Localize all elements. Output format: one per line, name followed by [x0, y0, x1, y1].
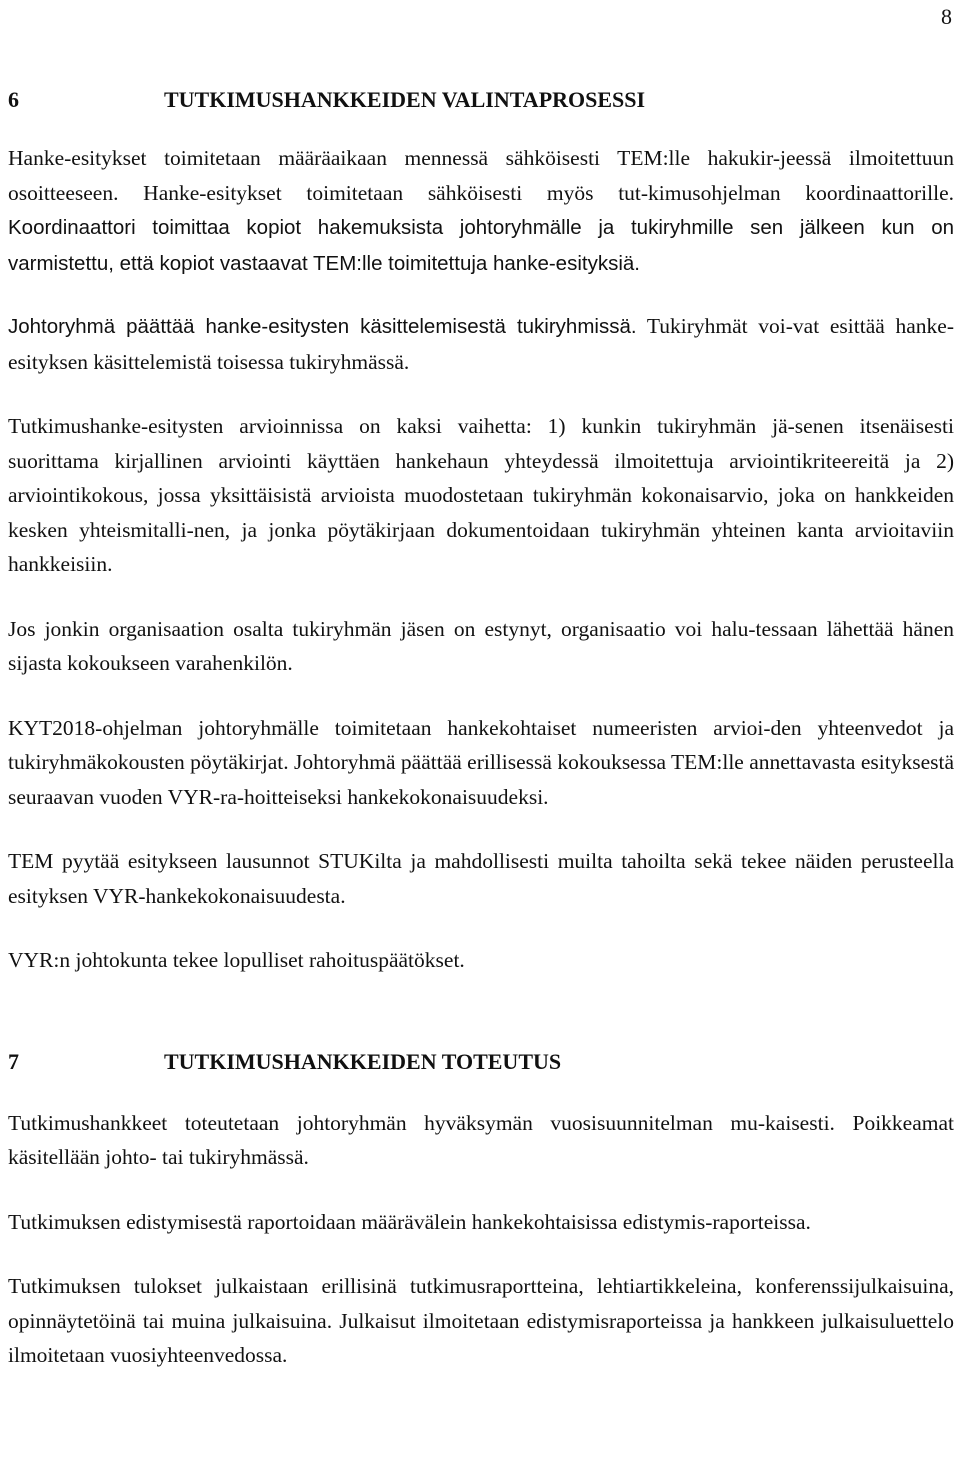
section-7-paragraph-2: Tutkimuksen edistymisestä raportoidaan määrävälein hankekohtaisissa edistymis-raporteissa.	[8, 1209, 811, 1234]
section-6-paragraph-7: VYR:n johtokunta tekee lopulliset rahoituspäätökset.	[8, 948, 465, 972]
section-6-paragraph-5: KYT2018-ohjelman johtoryhmälle toimitetaan hankekohtaiset numeeristen arvioi-den yhteenvedot ja tukiryhmäkokousten pöytäkirjat. Johtoryhmä päättää erillisessä kokouksessa TEM:lle annettavasta esityksestä seuraavan vuoden VYR-ra-hoitteiseksi hankekokonaisuudeksi.	[8, 715, 954, 809]
page-number: 8	[941, 4, 952, 29]
paragraph-1-serif-text: Hanke-esitykset toimitetaan määräaikaan mennessä sähköisesti TEM:lle hakukir-jeessä ilmoitettuun osoitteeseen. Hanke-esitykset toimitetaan sähköisesti myös tut-kimusohjelman koordinaattorille.	[8, 146, 954, 205]
section-6-paragraph-1	[8, 141, 954, 281]
document-body	[8, 80, 954, 1373]
section-6-number: 6	[8, 87, 19, 112]
section-6-paragraph-4: Jos jonkin organisaation osalta tukiryhmän jäsen on estynyt, organisaatio voi halu-tessaan lähettää hänen sijasta kokoukseen varahenkilön.	[8, 616, 954, 675]
paragraph-1-sans-text: Koordinaattori toimittaa kopiot hakemuksista johtoryhmälle ja tukiryhmille sen jälkeen kun on varmistettu, että kopiot vastaavat TEM:lle toimitettuja hanke-esityksiä.	[8, 216, 954, 275]
paragraph-2-sans-text: Johtoryhmä päättää hanke-esitysten käsittelemisestä tukiryhmissä.	[8, 315, 637, 338]
section-7-paragraph-3: Tutkimuksen tulokset julkaistaan erillisinä tutkimusraportteina, lehtiartikkeleina, konferenssijulkaisuina, opinnäytetöinä tai muina julkaisuina. Julkaisut ilmoitetaan edistymisraporteissa ja hankkeen julkaisuluettelo ilmoitetaan vuosiyhteenvedossa.	[8, 1274, 954, 1367]
section-7-title: TUTKIMUSHANKKEIDEN TOTEUTUS	[164, 1048, 562, 1074]
section-6-paragraph-3: Tutkimushanke-esitysten arvioinnissa on kaksi vaihetta: 1) kunkin tukiryhmän jä-senen itsenäisesti suorittama kirjallinen arviointi käyttäen hankehaun yhteydessä ilmoitettuja arviointikriteereitä ja 2) arviointikokous, jossa yksittäisistä arvioista muodostetaan tukiryhmän kokonaisarvio, joka on hankkeiden kesken yhteismitalli-nen, ja jonka pöytäkirjaan dokumentoidaan tukiryhmän yhteinen kanta arvioitaviin hankkeisiin.	[8, 414, 954, 576]
section-6-paragraph-6: TEM pyytää esitykseen lausunnot STUKilta ja mahdollisesti muilta tahoilta sekä tekee näiden perusteella esityksen VYR-hankekokonaisuudesta.	[8, 849, 954, 908]
section-6-title: TUTKIMUSHANKKEIDEN VALINTAPROSESSI	[164, 87, 646, 112]
section-6-heading	[8, 84, 954, 116]
section-7-heading	[8, 1046, 954, 1078]
section-6-paragraph-2	[8, 309, 954, 379]
paragraph-2-serif-text: Tukiryhmät voi-vat esittää hanke-esityksen käsittelemistä toisessa tukiryhmässä.	[8, 314, 954, 374]
section-7-number: 7	[8, 1048, 19, 1074]
section-7-paragraph-1: Tutkimushankkeet toteutetaan johtoryhmän hyväksymän vuosisuunnitelman mu-kaisesti. Poikkeamat käsitellään johto- tai tukiryhmässä.	[8, 1110, 954, 1169]
